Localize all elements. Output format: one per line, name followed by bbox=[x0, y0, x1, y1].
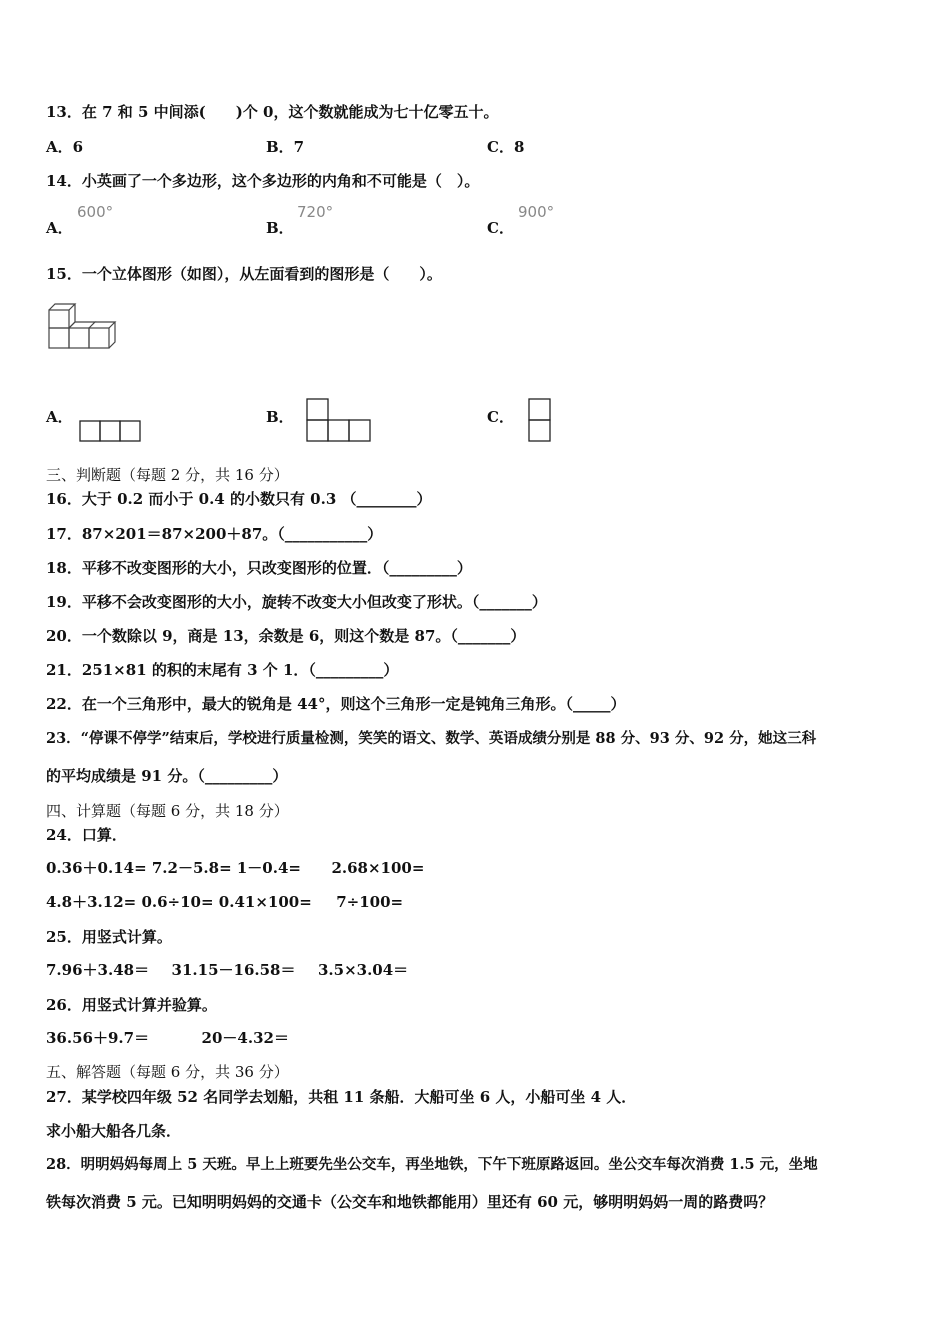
q22-text: 22．在一个三角形中，最大的锐角是 44°，则这个三角形一定是钝角三角形。（_____） bbox=[46, 695, 626, 713]
section5-title: 五、解答题（每题 6 分，共 36 分） bbox=[46, 1063, 289, 1081]
q15-label-b: B． bbox=[266, 408, 294, 426]
q15-label-a: A． bbox=[46, 408, 73, 426]
calc-item: 0.6÷10= bbox=[141, 893, 214, 911]
q15-text: 15．一个立体图形（如图），从左面看到的图形是（ ）。 bbox=[46, 265, 442, 283]
q13-option-c: C．8 bbox=[487, 138, 525, 156]
calc-item: 0.41×100= bbox=[218, 893, 312, 911]
calc-item: 2.68×100= bbox=[331, 859, 425, 877]
q24-row1 bbox=[46, 858, 424, 878]
q14-label-b: B． bbox=[266, 219, 294, 237]
q13-option-a: A．6 bbox=[46, 138, 84, 156]
q14-text: 14．小英画了一个多边形，这个多边形的内角和不可能是（ ）。 bbox=[46, 172, 480, 190]
q25-row bbox=[46, 960, 408, 980]
calc-item: 0.36＋0.14= bbox=[46, 859, 147, 877]
section3-title: 三、判断题（每题 2 分，共 16 分） bbox=[46, 466, 289, 484]
calc-item: 7.96＋3.48＝ bbox=[46, 961, 150, 979]
q15-label-c: C． bbox=[487, 408, 514, 426]
calc-item: 4.8＋3.12= bbox=[46, 893, 137, 911]
q14-label-a: A． bbox=[46, 219, 73, 237]
q15-option-b-figure bbox=[305, 397, 375, 445]
q18-text: 18．平移不改变图形的大小，只改变图形的位置．（_________） bbox=[46, 559, 472, 577]
section4-title: 四、计算题（每题 6 分，共 18 分） bbox=[46, 802, 289, 820]
q13-option-b: B．7 bbox=[266, 138, 305, 156]
q14-value-a: 600° bbox=[77, 203, 114, 221]
q13-text: 13．在 7 和 5 中间添( )个 0，这个数就能成为七十亿零五十。 bbox=[46, 103, 499, 121]
q27-text-line1: 27．某学校四年级 52 名同学去划船，共租 11 条船．大船可坐 6 人，小船可坐 4 人． bbox=[46, 1088, 637, 1106]
calc-item: 7÷100= bbox=[336, 893, 404, 911]
q27-text-line2: 求小船大船各几条． bbox=[46, 1122, 182, 1140]
q21-text: 21．251×81 的积的末尾有 3 个 1．（_________） bbox=[46, 661, 399, 679]
q26-row bbox=[46, 1028, 289, 1048]
calc-item: 1－0.4= bbox=[236, 859, 301, 877]
q14-label-c: C． bbox=[487, 219, 514, 237]
calc-item: 20－4.32＝ bbox=[201, 1029, 289, 1047]
calc-item: 36.56＋9.7＝ bbox=[46, 1029, 150, 1047]
calc-item: 7.2－5.8= bbox=[151, 859, 232, 877]
q15-option-c-figure bbox=[527, 397, 555, 445]
q14-value-b: 720° bbox=[297, 203, 334, 221]
q26-text: 26．用竖式计算并验算。 bbox=[46, 996, 217, 1014]
q24-text: 24．口算． bbox=[46, 826, 127, 844]
q17-text: 17．87×201＝87×200＋87。（___________） bbox=[46, 525, 383, 543]
q20-text: 20．一个数除以 9，商是 13，余数是 6，则这个数是 87。（_______） bbox=[46, 627, 526, 645]
calc-item: 31.15－16.58＝ bbox=[171, 961, 296, 979]
solid-figure-image bbox=[46, 300, 126, 352]
q24-row2 bbox=[46, 892, 403, 912]
q15-option-a-figure bbox=[78, 418, 144, 444]
q28-text-line2: 铁每次消费 5 元。已知明明妈妈的交通卡（公交车和地铁都能用）里还有 60 元，够明明妈妈一周的路费吗？ bbox=[46, 1193, 774, 1211]
q16-text: 16．大于 0.2 而小于 0.4 的小数只有 0.3 （________） bbox=[46, 490, 432, 508]
calc-item: 3.5×3.04＝ bbox=[317, 961, 409, 979]
q28-text-line1: 28．明明妈妈每周上 5 天班。早上上班要先坐公交车，再坐地铁，下午下班原路返回。坐公交车每次消费 1.5 元，坐地 bbox=[46, 1156, 818, 1173]
q14-value-c: 900° bbox=[518, 203, 555, 221]
q23-text-line2: 的平均成绩是 91 分。（_________） bbox=[46, 767, 288, 785]
q25-text: 25．用竖式计算。 bbox=[46, 928, 172, 946]
q23-text-line1: 23．“停课不停学”结束后，学校进行质量检测，笑笑的语文、数学、英语成绩分别是 88 分、93 分、92 分，她这三科 bbox=[46, 730, 817, 747]
q19-text: 19．平移不会改变图形的大小，旋转不改变大小但改变了形状。（_______） bbox=[46, 593, 547, 611]
